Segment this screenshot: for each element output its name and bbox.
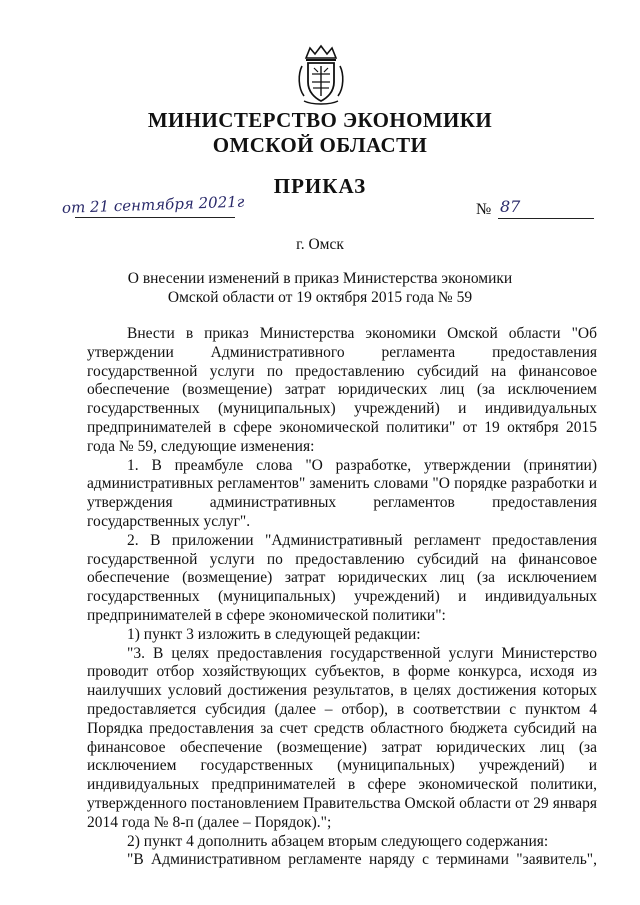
ministry-name-line1: МИНИСТЕРСТВО ЭКОНОМИКИ bbox=[147, 108, 493, 132]
paragraph: 1) пункт 3 изложить в следующей редакции: bbox=[127, 625, 421, 643]
order-subject: О внесении изменений в приказ Министерства экономики Омской области от 19 октября 2015 года № 59 bbox=[127, 270, 513, 306]
order-number bbox=[476, 199, 596, 221]
city: г. Омск bbox=[296, 236, 344, 253]
ministry-name-line2: ОМСКОЙ ОБЛАСТИ bbox=[212, 133, 428, 157]
paragraph: 1. В преамбуле слова "О разработке, утверждении (принятии) административных регламентов" заменить словами "О порядке разработки и утверждения административных регламентов предоставления государственных услуг". bbox=[87, 456, 597, 530]
order-date-handwritten: от 21 сентября 2021г bbox=[61, 192, 245, 217]
omsk-coat-of-arms-icon bbox=[296, 44, 346, 106]
order-title: ПРИКАЗ bbox=[273, 174, 367, 198]
order-number-handwritten: 87 bbox=[500, 197, 521, 216]
paragraph: Внести в приказ Министерства экономики Омской области "Об утверждении Административного регламента предоставления государственной услуги по предоставлению субсидий на финансовое обеспечение (возмещение) затрат юридических лиц (за исключением государственных (муниципальных) учреждений) и индивидуальных предпринимателей в сфере экономической политики" от 19 октября 2015 года № 59, следующие изменения: bbox=[87, 325, 597, 455]
paragraph: "В Административном регламенте наряду с терминами "заявитель", bbox=[127, 851, 597, 869]
date-underline bbox=[75, 217, 235, 218]
paragraph: 2. В приложении "Административный регламент предоставления государственной услуги по предоставлению субсидий на финансовое обеспечение (возмещение) затрат юридических лиц (за исключением государственных (муниципальных) учреждений) и индивидуальных предпринимателей в сфере экономической политики": bbox=[87, 531, 597, 624]
order-body bbox=[87, 325, 597, 870]
paragraph: 2) пункт 4 дополнить абзацем вторым следующего содержания: bbox=[127, 832, 549, 850]
number-label: № bbox=[476, 201, 492, 218]
ministry-name bbox=[0, 108, 640, 158]
number-underline bbox=[498, 218, 594, 219]
paragraph: "3. В целях предоставления государственной услуги Министерство проводит отбор хозяйствующих субъектов, в форме конкурса, исходя из наилучших условий достижения результатов, в целях достижения которых предоставляется субсидия (далее – отбор), в соответствии с пунктом 4 Порядка предоставления за счет средств областного бюджета субсидий на финансовое обеспечение (возмещение) затрат юридических лиц (за исключением государственных (муниципальных) учреждений) и индивидуальных предпринимателей в сфере экономической политики, утвержденного постановлением Правительства Омской области от 29 января 2014 года № 8-п (далее – Порядок)."; bbox=[87, 644, 597, 831]
